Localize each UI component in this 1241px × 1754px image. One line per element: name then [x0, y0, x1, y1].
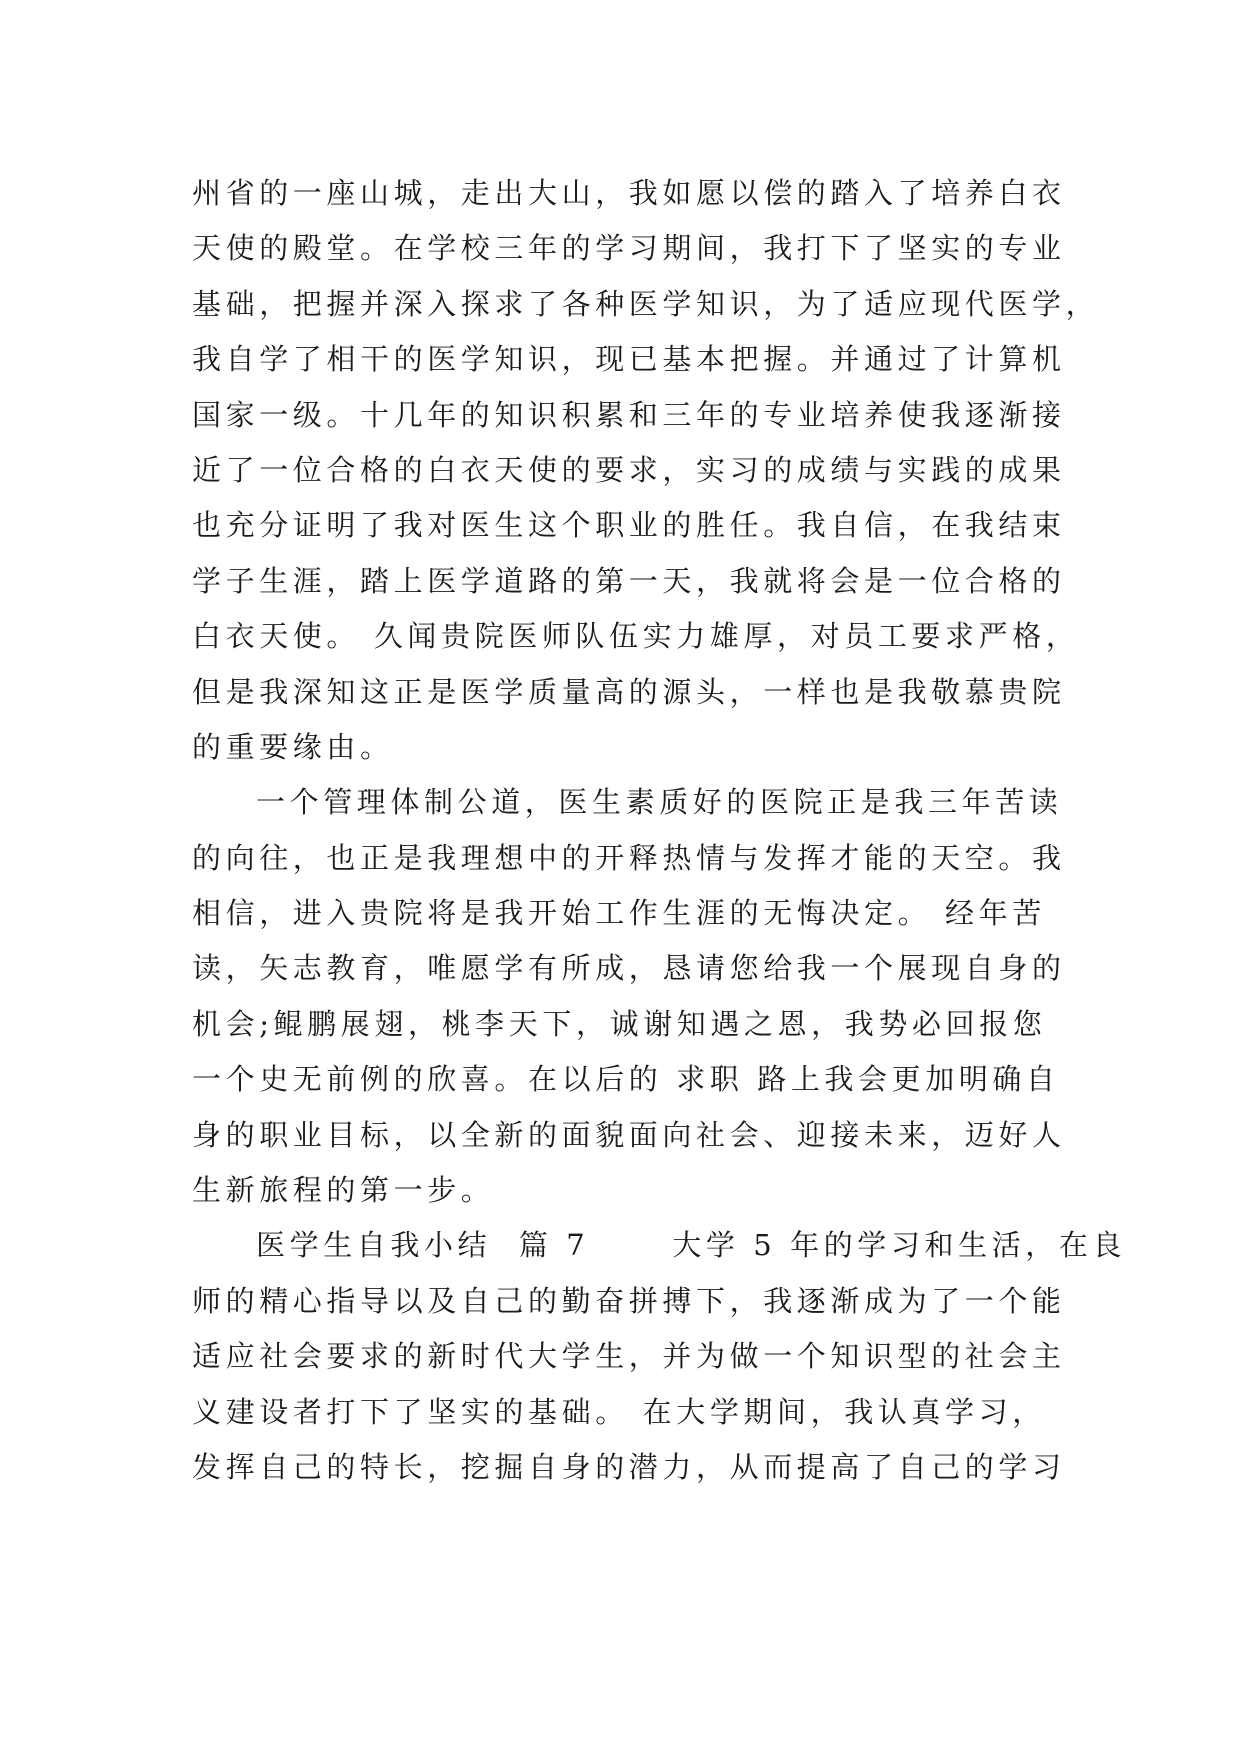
text-line: 读，矢志教育，唯愿学有所成，恳请您给我一个展现自身的 — [192, 951, 1066, 986]
text-line: 相信，进入贵院将是我开始工作生涯的无悔决定。 经年苦 — [192, 896, 1046, 931]
text-line: 的重要缘由。 — [192, 729, 394, 764]
body-text — [192, 166, 1127, 1495]
text-line: 近了一位合格的白衣天使的要求，实习的成绩与实践的成果 — [192, 452, 1066, 487]
text-line: 发挥自己的特长，挖掘自身的潜力，从而提高了自己的学习 — [192, 1449, 1066, 1484]
text-line: 生新旅程的第一步。 — [192, 1173, 495, 1208]
text-line: 天使的殿堂。在学校三年的学习期间，我打下了坚实的专业 — [192, 231, 1066, 266]
paragraph-start-line: 一个管理体制公道，医生素质好的医院正是我三年苦读 — [256, 785, 1063, 820]
text-line: 的向往，也正是我理想中的开释热情与发挥才能的天空。我 — [192, 840, 1066, 875]
text-line: 基础，把握并深入探求了各种医学知识，为了适应现代医学， — [192, 286, 1100, 321]
text-line: 师的精心指导以及自己的勤奋拼搏下，我逐渐成为了一个能 — [192, 1283, 1066, 1318]
text-line: 义建设者打下了坚实的基础。 在大学期间，我认真学习， — [192, 1394, 1046, 1429]
text-line: 国家一级。十几年的知识积累和三年的专业培养使我逐渐接 — [192, 397, 1066, 432]
text-line: 适应社会要求的新时代大学生，并为做一个知识型的社会主 — [192, 1339, 1066, 1374]
text-line: 但是我深知这正是医学质量高的源头，一样也是我敬慕贵院 — [192, 674, 1066, 709]
text-line: 州省的一座山城，走出大山，我如愿以偿的踏入了培养白衣 — [192, 176, 1066, 210]
text-line: 学子生涯，踏上医学道路的第一天，我就将会是一位合格的 — [192, 563, 1066, 598]
text-line: 我自学了相干的医学知识，现已基本把握。并通过了计算机 — [192, 342, 1066, 377]
text-line: 白衣天使。 久闻贵院医师队伍实力雄厚，对员工要求严格， — [192, 619, 1080, 654]
section-heading-line: 医学生自我小结 篇 7 大学 5 年的学习和生活，在良 — [256, 1228, 1127, 1263]
text-line: 也充分证明了我对医生这个职业的胜任。我自信，在我结束 — [192, 508, 1066, 543]
text-line: 身的职业目标，以全新的面貌面向社会、迎接未来，迈好人 — [192, 1117, 1066, 1152]
text-line: 机会;鲲鹏展翅，桃李天下，诚谢知遇之恩，我势必回报您 — [192, 1006, 1047, 1041]
text-line: 一个史无前例的欣喜。在以后的 求职 路上我会更加明确自 — [192, 1062, 1060, 1097]
